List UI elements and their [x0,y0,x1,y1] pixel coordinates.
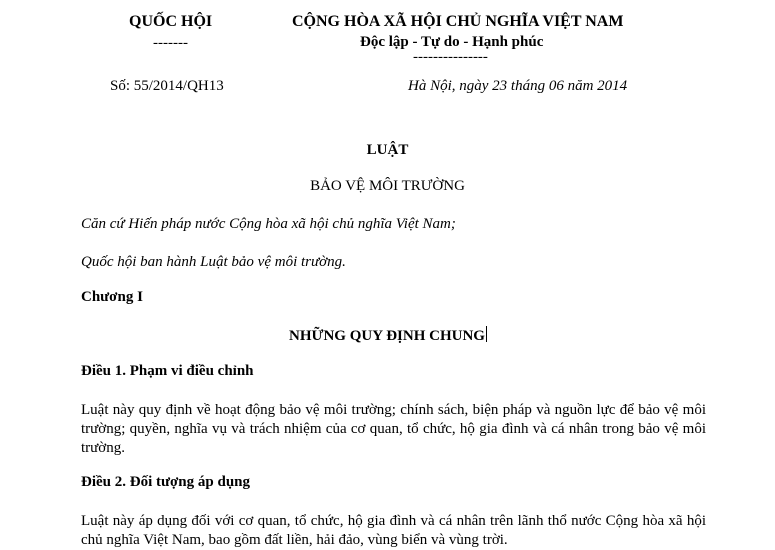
document-number: Số: 55/2014/QH13 [110,78,224,94]
issuing-body-separator: ------- [153,35,188,51]
motto-separator: --------------- [413,49,488,65]
issuing-body: QUỐC HỘI [129,13,213,30]
article-1-title: Điều 1. Phạm vi điều chỉnh [81,363,254,379]
national-motto: Độc lập - Tự do - Hạnh phúc [360,34,544,50]
article-2-body: Luật này áp dụng đối với cơ quan, tổ chức, hộ gia đình và cá nhân trên lãnh thổ nước Cộng hòa xã hội chủ nghĩa Việt Nam, bao gồm đất liền, hải đảo, vùng biển và vùng trời. [81,513,706,548]
document-subject: BẢO VỆ MÔI TRƯỜNG [310,178,465,194]
preamble-enactment: Quốc hội ban hành Luật bảo vệ môi trường. [81,254,346,270]
article-1-body: Luật này quy định về hoạt động bảo vệ môi trường; chính sách, biện pháp và nguồn lực để bảo vệ môi trường; quyền, nghĩa vụ và trách nhiệm của cơ quan, tổ chức, hộ gia đình và cá nhân trong bảo vệ môi trường. [81,402,706,456]
chapter-heading: NHỮNG QUY ĐỊNH CHUNG [289,328,485,344]
chapter-heading-line[interactable] [289,326,487,345]
chapter-label: Chương I [81,289,143,305]
article-2-title: Điều 2. Đối tượng áp dụng [81,474,251,490]
text-cursor [486,326,487,342]
place-and-date: Hà Nội, ngày 23 tháng 06 năm 2014 [408,78,628,94]
document-type: LUẬT [366,142,409,158]
preamble-basis: Căn cứ Hiến pháp nước Cộng hòa xã hội chủ nghĩa Việt Nam; [81,216,456,232]
national-title: CỘNG HÒA XÃ HỘI CHỦ NGHĨA VIỆT NAM [292,13,624,30]
